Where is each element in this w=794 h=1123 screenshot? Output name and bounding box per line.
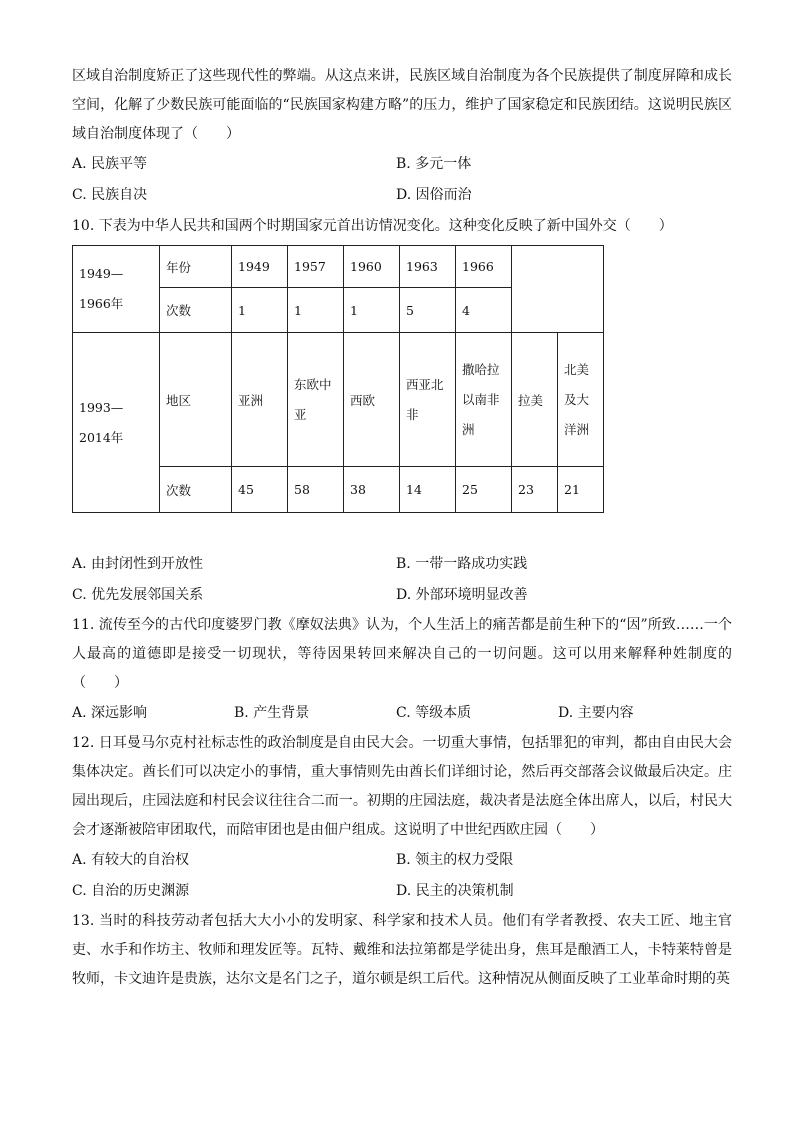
- q10-stem: 10. 下表为中华人民共和国两个时期国家元首出访情况变化。这种变化反映了新中国外交（ ）: [72, 218, 673, 234]
- region-cell: 撒哈拉以南非洲: [456, 333, 512, 467]
- year-count-cell: 1: [344, 288, 400, 333]
- q10-option-c[interactable]: C. 优先发展邻国关系: [72, 587, 204, 603]
- q10-option-d[interactable]: D. 外部环境明显改善: [396, 587, 528, 603]
- year-cell: 1949: [232, 246, 288, 288]
- q10-table: [72, 245, 604, 513]
- q12-option-a[interactable]: A. 有较大的自治权: [72, 852, 190, 868]
- region-count-cell: 14: [400, 467, 456, 513]
- q11-options-row: [72, 698, 732, 729]
- year-count-cell: 4: [456, 288, 512, 333]
- region-count-cell: 38: [344, 467, 400, 513]
- year-cell: 1963: [400, 246, 456, 288]
- q9-text: 区域自治制度矫正了这些现代性的弊端。从这点来讲，民族区域自治制度为各个民族提供了制度屏障和成长空间，化解了少数民族可能面临的“民族国家构建方略”的压力，维护了国家稳定和民族团结。这说明民族区域自治制度体现了（ ）: [72, 68, 732, 142]
- q10-options-row1: [72, 549, 732, 580]
- q11-stem: 11. 流传至今的古代印度婆罗门教《摩奴法典》认为，个人生活上的痛苦都是前生种下的“因”所致……一个人最高的道德即是接受一切现状，等待因果转回来解决自己的一切问题。这可以用来解释种姓制度的（ ）: [72, 617, 732, 691]
- q10-option-b[interactable]: B. 一带一路成功实践: [396, 556, 528, 572]
- count-label-cell: 次数: [160, 467, 232, 513]
- q11-option-d[interactable]: D. 主要内容: [558, 705, 634, 721]
- region-cell: 东欧中亚: [288, 333, 344, 467]
- region-count-cell: 45: [232, 467, 288, 513]
- empty-cell: [512, 246, 604, 333]
- q13-stem: 13. 当时的科技劳动者包括大大小小的发明家、科学家和技术人员。他们有学者教授、农夫工匠、地主官吏、水手和作坊主、牧师和理发匠等。瓦特、戴维和法拉第都是学徒出身，焦耳是酿酒工人，卡特莱特曾是牧师，卡文迪许是贵族，达尔文是名门之子，道尔顿是织工后代。这种情况从侧面反映了工业革命时期的英: [72, 913, 732, 987]
- year-label-cell: 年份: [160, 246, 232, 288]
- region-count-cell: 58: [288, 467, 344, 513]
- region-label-cell: 地区: [160, 333, 232, 467]
- region-cell: 北美及大洋洲: [558, 333, 604, 467]
- q12-option-d[interactable]: D. 民主的决策机制: [396, 883, 514, 899]
- table-row: [73, 246, 604, 288]
- q9-option-a[interactable]: A. 民族平等: [72, 156, 148, 172]
- q11-option-a[interactable]: A. 深远影响: [72, 705, 148, 721]
- q9-option-c[interactable]: C. 民族自决: [72, 187, 148, 203]
- region-count-cell: 23: [512, 467, 558, 513]
- region-count-cell: 25: [456, 467, 512, 513]
- year-cell: 1960: [344, 246, 400, 288]
- count-label-cell: 次数: [160, 288, 232, 333]
- q9-options-row1: [72, 149, 732, 180]
- q12-stem: 12. 日耳曼马尔克村社标志性的政治制度是自由民大会。一切重大事情，包括罪犯的审判，都由自由民大会集体决定。酋长们可以决定小的事情，重大事情则先由酋长们详细讨论，然后再交部落会议做最后决定。庄园出现后，庄园法庭和村民会议往往合二而一。初期的庄园法庭，裁决者是法庭全体出席人，以后，村民大会才逐渐被陪审团取代，而陪审团也是由佃户组成。这说明了中世纪西欧庄园（ ）: [72, 735, 732, 838]
- region-cell: 西欧: [344, 333, 400, 467]
- period2-cell: 1993—2014年: [73, 333, 160, 513]
- year-cell: 1957: [288, 246, 344, 288]
- q12-option-c[interactable]: C. 自治的历史渊源: [72, 883, 190, 899]
- region-cell: 拉美: [512, 333, 558, 467]
- year-count-cell: 1: [232, 288, 288, 333]
- q9-option-b[interactable]: B. 多元一体: [396, 156, 472, 172]
- exam-page: [72, 62, 732, 994]
- q12-options-row2: [72, 876, 732, 907]
- q12-option-b[interactable]: B. 领主的权力受限: [396, 852, 514, 868]
- region-cell: 亚洲: [232, 333, 288, 467]
- q11-option-b[interactable]: B. 产生背景: [234, 705, 310, 721]
- q10-options-row2: [72, 580, 732, 611]
- year-cell: 1966: [456, 246, 512, 288]
- q9-options-row2: [72, 180, 732, 211]
- table-row: [73, 333, 604, 467]
- q10-option-a[interactable]: A. 由封闭性到开放性: [72, 556, 204, 572]
- q12-options-row1: [72, 845, 732, 876]
- region-count-cell: 21: [558, 467, 604, 513]
- q9-option-d[interactable]: D. 因俗而治: [396, 187, 472, 203]
- region-cell: 西亚北非: [400, 333, 456, 467]
- q11-option-c[interactable]: C. 等级本质: [396, 705, 472, 721]
- year-count-cell: 5: [400, 288, 456, 333]
- year-count-cell: 1: [288, 288, 344, 333]
- period1-cell: 1949—1966年: [73, 246, 160, 333]
